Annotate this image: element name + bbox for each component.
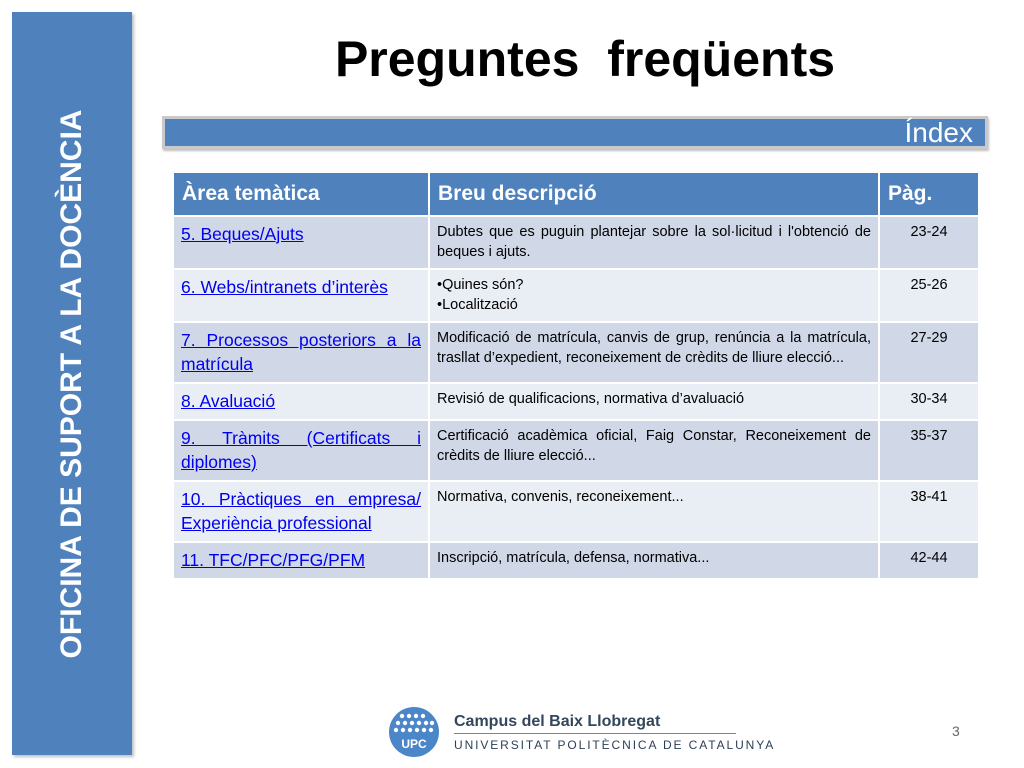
description-text: Dubtes que es puguin plantejar sobre la sol·licitud i l'obtenció de beques i ajuts. bbox=[437, 224, 871, 260]
description-cell bbox=[429, 542, 879, 579]
area-link[interactable]: 9. Tràmits (Certificats i diplomes) bbox=[181, 428, 421, 472]
index-bar bbox=[162, 116, 988, 149]
index-label: Índex bbox=[904, 117, 973, 148]
description-text: Normativa, convenis, reconeixement... bbox=[437, 489, 684, 505]
description-cell bbox=[429, 481, 879, 542]
area-cell bbox=[173, 383, 429, 420]
pages-cell bbox=[879, 383, 979, 420]
area-link[interactable]: 6. Webs/intranets d’interès bbox=[181, 277, 388, 297]
table-row bbox=[173, 216, 979, 269]
description-text: Inscripció, matrícula, defensa, normativa... bbox=[437, 550, 710, 566]
header-description: Breu descripció bbox=[429, 172, 879, 216]
table-header-row bbox=[173, 172, 979, 216]
page-title: Preguntes freqüents bbox=[334, 31, 836, 87]
pages-cell bbox=[879, 216, 979, 269]
university-name: UNIVERSITAT POLITÈCNICA DE CATALUNYA bbox=[454, 738, 776, 752]
area-cell bbox=[173, 216, 429, 269]
description-text: •Quines són? bbox=[437, 277, 524, 293]
area-link[interactable]: 8. Avaluació bbox=[181, 391, 276, 411]
sidebar-title: OFICINA DE SUPORT A LA DOCÈNCIA bbox=[55, 109, 88, 658]
table-row bbox=[173, 420, 979, 481]
upc-logo-icon bbox=[388, 706, 440, 758]
description-text: •Localització bbox=[437, 297, 518, 313]
area-cell bbox=[173, 542, 429, 579]
description-text: Certificació acadèmica oficial, Faig Constar, Reconeixement de crèdits de lliure elecció... bbox=[437, 428, 871, 464]
area-link[interactable]: 7. Processos posteriors a la matrícula bbox=[181, 330, 421, 374]
page-range: 27-29 bbox=[910, 330, 948, 346]
description-cell bbox=[429, 216, 879, 269]
page-range: 30-34 bbox=[910, 391, 948, 407]
page-range: 38-41 bbox=[910, 489, 948, 505]
pages-cell bbox=[879, 420, 979, 481]
sidebar-banner bbox=[12, 12, 132, 755]
area-cell bbox=[173, 322, 429, 383]
area-link[interactable]: 11. TFC/PFC/PFG/PFM bbox=[181, 550, 366, 570]
pages-cell bbox=[879, 542, 979, 579]
pages-cell bbox=[879, 481, 979, 542]
pages-cell bbox=[879, 269, 979, 322]
page-range: 25-26 bbox=[910, 277, 948, 293]
description-cell bbox=[429, 269, 879, 322]
logo-text: UPC bbox=[401, 737, 427, 751]
table-row bbox=[173, 269, 979, 322]
pages-cell bbox=[879, 322, 979, 383]
table-row bbox=[173, 542, 979, 579]
page-number: 3 bbox=[952, 723, 960, 739]
faq-index-table bbox=[172, 171, 980, 580]
description-text: Modificació de matrícula, canvis de grup, renúncia a la matrícula, trasllat d’expedient, reconeixement de crèdits de lliure elecció... bbox=[437, 330, 871, 366]
table-row bbox=[173, 322, 979, 383]
page-range: 23-24 bbox=[910, 224, 948, 240]
table-row bbox=[173, 481, 979, 542]
footer-divider bbox=[454, 733, 736, 734]
description-cell bbox=[429, 383, 879, 420]
description-text: Revisió de qualificacions, normativa d’avaluació bbox=[437, 391, 745, 407]
page-range: 42-44 bbox=[910, 550, 948, 566]
description-cell bbox=[429, 420, 879, 481]
description-cell bbox=[429, 322, 879, 383]
header-area: Àrea temàtica bbox=[173, 172, 429, 216]
area-cell bbox=[173, 481, 429, 542]
area-cell bbox=[173, 420, 429, 481]
area-cell bbox=[173, 269, 429, 322]
area-link[interactable]: 5. Beques/Ajuts bbox=[181, 224, 304, 244]
page-range: 35-37 bbox=[910, 428, 948, 444]
area-link[interactable]: 10. Pràctiques en empresa/ Experiència professional bbox=[181, 489, 421, 533]
campus-name: Campus del Baix Llobregat bbox=[454, 713, 661, 730]
table-row bbox=[173, 383, 979, 420]
header-pages: Pàg. bbox=[879, 172, 979, 216]
